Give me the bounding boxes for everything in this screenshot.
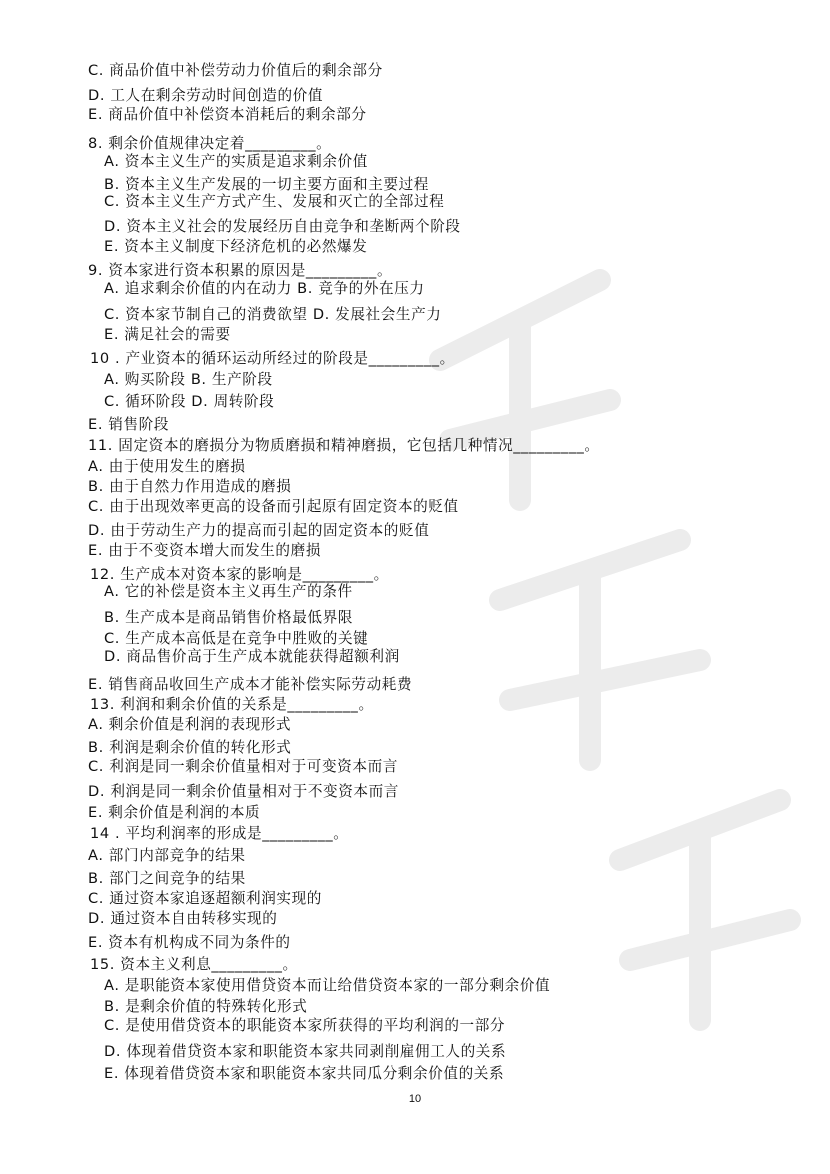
option-line: C. 循环阶段 D. 周转阶段 [104,393,275,410]
question-line: 8. 剩余价值规律决定着_________。 [88,135,332,152]
option-line: B. 资本主义生产发展的一切主要方面和主要过程 [104,176,429,193]
question-line: 12. 生产成本对资本家的影响是_________。 [90,566,389,583]
option-line: D. 商品售价高于生产成本就能获得超额利润 [104,648,400,665]
option-line: C. 由于出现效率更高的设备而引起原有固定资本的贬值 [88,498,459,515]
option-line: A. 购买阶段 B. 生产阶段 [104,371,273,388]
question-line: 14 . 平均利润率的形成是_________。 [90,825,349,842]
option-line: E. 销售阶段 [88,416,170,433]
question-line: 15. 资本主义利息_________。 [90,956,298,973]
option-line: D. 由于劳动生产力的提高而引起的固定资本的贬值 [88,522,430,539]
option-line: A. 它的补偿是资本主义再生产的条件 [104,583,353,600]
option-line: C. 是使用借贷资本的职能资本家所获得的平均利润的一部分 [104,1017,506,1034]
option-line: C. 商品价值中补偿劳动力价值后的剩余部分 [88,62,383,79]
option-line: C. 生产成本高低是在竞争中胜败的关键 [104,630,369,647]
watermark-logo [380,240,830,1140]
option-line: D. 资本主义社会的发展经历自由竞争和垄断两个阶段 [104,218,461,235]
option-line: A. 由于使用发生的磨损 [88,458,246,475]
option-line: A. 部门内部竞争的结果 [88,847,246,864]
option-line: A. 资本主义生产的实质是追求剩余价值 [104,153,368,170]
option-line: D. 体现着借贷资本家和职能资本家共同剥削雇佣工人的关系 [104,1043,507,1060]
option-line: B. 生产成本是商品销售价格最低界限 [104,609,353,626]
option-line: D. 工人在剩余劳动时间创造的价值 [88,87,324,104]
option-line: C. 资本主义生产方式产生、发展和灭亡的全部过程 [104,193,445,210]
option-line: E. 体现着借贷资本家和职能资本家共同瓜分剩余价值的关系 [104,1065,505,1082]
option-line: A. 是职能资本家使用借贷资本而让给借贷资本家的一部分剩余价值 [104,977,551,994]
question-line: 9. 资本家进行资本积累的原因是_________。 [88,262,393,279]
question-line: 13. 利润和剩余价值的关系是_________。 [90,696,374,713]
option-line: E. 剩余价值是利润的本质 [88,804,261,821]
option-line: E. 由于不变资本增大而发生的磨损 [88,542,322,559]
page-number: 10 [408,1093,422,1105]
option-line: B. 是剩余价值的特殊转化形式 [104,998,308,1015]
question-line: 11. 固定资本的磨损分为物质磨损和精神磨损，它包括几种情况_________。 [88,437,600,454]
option-line: E. 满足社会的需要 [104,326,231,343]
option-line: D. 通过资本自由转移实现的 [88,910,278,927]
option-line: C. 利润是同一剩余价值量相对于可变资本而言 [88,758,398,775]
option-line: D. 利润是同一剩余价值量相对于不变资本而言 [88,783,399,800]
option-line: E. 资本有机构成不同为条件的 [88,934,291,951]
option-line: E. 资本主义制度下经济危机的必然爆发 [104,238,368,255]
option-line: B. 由于自然力作用造成的磨损 [88,478,292,495]
option-line: E. 商品价值中补偿资本消耗后的剩余部分 [88,106,367,123]
option-line: A. 剩余价值是利润的表现形式 [88,716,292,733]
option-line: B. 部门之间竞争的结果 [88,870,246,887]
option-line: B. 利润是剩余价值的转化形式 [88,739,292,756]
option-line: E. 销售商品收回生产成本才能补偿实际劳动耗费 [88,676,413,693]
option-line: A. 追求剩余价值的内在动力 B. 竞争的外在压力 [104,280,425,297]
question-line: 10 . 产业资本的循环运动所经过的阶段是_________。 [90,350,455,367]
option-line: C. 通过资本家追逐超额利润实现的 [88,890,322,907]
option-line: C. 资本家节制自己的消费欲望 D. 发展社会生产力 [104,306,442,323]
